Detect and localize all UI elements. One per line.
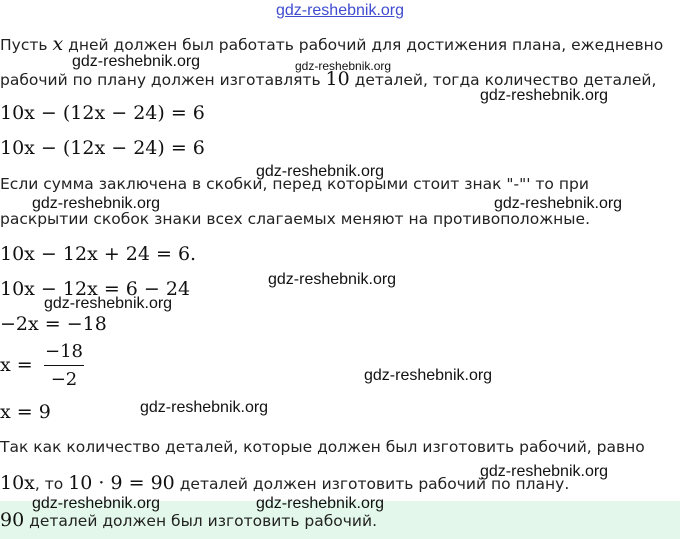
equation-1: 10x − (12x − 24) = 6 <box>0 102 205 124</box>
header-watermark[interactable]: gdz-reshebnik.org <box>275 2 405 19</box>
p1-end: дней должен был работать рабочий для достижения плана, ежедневно <box>63 36 664 54</box>
equation-6-lhs: x = <box>0 354 33 376</box>
equation-7: x = 9 <box>0 401 51 423</box>
answer-text: деталей должен был изготовить рабочий. <box>24 512 378 530</box>
equation-2: 10x − (12x − 24) = 6 <box>0 137 205 159</box>
equation-3: 10x − 12x + 24 = 6. <box>0 243 197 265</box>
p2-end: деталей, тогда количество деталей, <box>349 71 657 89</box>
paragraph-4: раскрытии скобок знаки всех слагаемых меняют на противоположные. <box>0 210 590 228</box>
answer-number: 90 <box>0 509 25 531</box>
p1-var-x: x <box>52 33 64 55</box>
p2-start: рабочий по плану должен изготавлять <box>0 71 326 89</box>
watermark: gdz-reshebnik.org <box>140 399 269 416</box>
watermark: gdz-reshebnik.org <box>295 59 392 73</box>
p6-math-2: 10 · 9 = 90 <box>68 472 175 494</box>
watermark: gdz-reshebnik.org <box>44 295 173 312</box>
watermark: gdz-reshebnik.org <box>32 495 161 512</box>
equation-6-fraction <box>44 341 84 391</box>
p6-end: деталей должен изготовить рабочий по плану. <box>174 475 570 493</box>
watermark: gdz-reshebnik.org <box>268 271 397 288</box>
watermark: gdz-reshebnik.org <box>72 53 201 70</box>
paragraph-5: Так как количество деталей, которые должен был изготовить рабочий, равно <box>0 438 645 456</box>
equation-4: 10x − 12x = 6 − 24 <box>0 278 191 300</box>
fraction-bar <box>44 365 84 366</box>
watermark: gdz-reshebnik.org <box>480 463 609 480</box>
p6-math-1: 10x <box>0 472 35 494</box>
fraction-denominator: −2 <box>50 369 78 390</box>
watermark: gdz-reshebnik.org <box>256 163 385 180</box>
watermark: gdz-reshebnik.org <box>494 195 623 212</box>
p1-start: Пусть <box>0 36 53 54</box>
p2-number: 10 <box>325 68 350 90</box>
paragraph-1 <box>0 33 663 55</box>
watermark: gdz-reshebnik.org <box>480 87 609 104</box>
watermark: gdz-reshebnik.org <box>256 495 385 512</box>
watermark: gdz-reshebnik.org <box>364 367 493 384</box>
equation-5: −2x = −18 <box>0 313 107 335</box>
fraction-numerator: −18 <box>45 341 83 362</box>
paragraph-3: Если сумма заключена в скобки, перед которыми стоит знак "-"' то при <box>0 175 589 193</box>
p6-mid: , то <box>34 475 69 493</box>
watermark: gdz-reshebnik.org <box>32 195 161 212</box>
